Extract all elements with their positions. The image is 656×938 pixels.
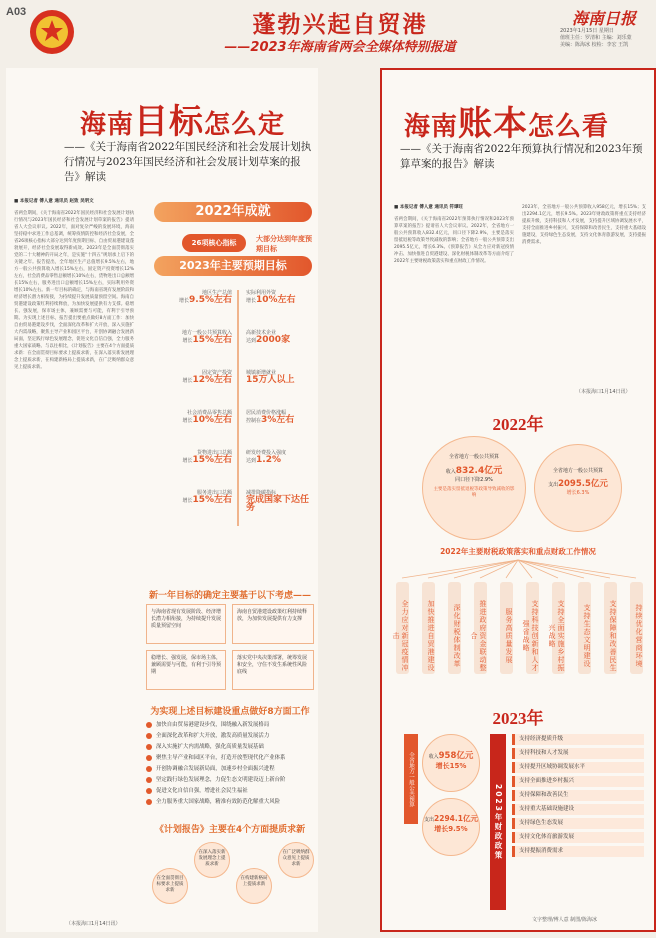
kpi-left-list (142, 290, 232, 530)
kpi-right-list (246, 290, 316, 530)
consider-item: 海南自贸港建设政策红利持续释放，为加快发展提供有力支撑 (232, 604, 314, 644)
plan-title: 《计划报告》主要在4个方面提质求新 (154, 825, 306, 835)
achieve-text: 大部分达到年度预期目标 (256, 235, 312, 253)
y2022-spend-circle: 全省地方一般公共预算 支出2095.5亿元 增长6.3% (534, 444, 622, 532)
plan-item: 在广泛吸纳群众意见上提质求新 (278, 842, 314, 878)
page-number: A03 (6, 6, 27, 18)
newspaper-logo: 海南日报 (572, 9, 637, 28)
focus-item: 促进文化自信自强，增进社会民生福祉 (146, 786, 314, 797)
y2023-spend-circle: 支出2294.1亿元 增长9.5% (422, 798, 480, 856)
left-source: （本报海口1月14日讯） (66, 921, 121, 927)
consider-item: 与海南省现有发展阶段、经济增长潜力相衔接，为持续提升发展质量预留空间 (146, 604, 226, 644)
focus-item: 坚定践行绿色发展理念，力促生态文明建设迈上新台阶 (146, 775, 314, 786)
focus-item: 全力服务重大国家战略，精准有效防范化解重大风险 (146, 797, 314, 808)
kpi-item: 研发经费投入强度 达到1.2% (246, 450, 287, 465)
policy-item: 全力应对新冠疫情冲击 (396, 582, 409, 674)
focus-item: 加快自由贸易港建设步伐，围绕融入新发展格局 (146, 720, 314, 731)
policy-item: 支持全面实施乡村振兴战略 (552, 582, 565, 674)
y2023-title: 2023年 (492, 709, 544, 728)
kpi-item: 居民消费价格涨幅 控制在3%左右 (246, 410, 295, 425)
plan-item: 在全面贯彻目标要求上提质求新 (152, 868, 188, 904)
kpi-item: 高新技术企业 达到2000家 (246, 330, 291, 345)
consider-item: 稳增长、强发展，保市场主体，兼顾需要与可能，有利于引导预期 (146, 650, 226, 690)
policy-title: 2022年主要财税政策落实和重点财政工作情况 (440, 547, 596, 556)
policy-item: 推进政府资金联动整合 (474, 582, 487, 674)
kpi-item: 货物进出口总额 增长15%左右 (182, 450, 232, 465)
y2022-income-circle: 全省地方一般公共预算 收入832.4亿元 同口径下降2.9% 主要是落实留抵退税等政策导致减收的影响 (422, 436, 526, 540)
meta-line: 2023年1月15日 星期日 (560, 28, 614, 34)
achieve-badge: 26项核心指标 (182, 234, 246, 252)
target-title: 2023年主要预期目标 (154, 256, 312, 276)
policy-item: 支持科技创新和人才强省战略 (526, 582, 539, 674)
kpi-item: 减排降碳指标 完成国家下达任务 (246, 490, 310, 513)
y2023-policy-item: 支持文化体育旅游发展 (512, 832, 644, 843)
meta-line: 值班主任：罗清和 主编：刘乐蒙 (560, 35, 632, 41)
y2023-policy-list (512, 734, 644, 860)
y2023-policy-item: 支持全面推进乡村振兴 (512, 776, 644, 787)
policy-item: 持续优化营商环境 (630, 582, 643, 674)
kpi-item: 服务进出口总额 增长15%左右 (182, 490, 232, 505)
left-article (6, 68, 318, 932)
policy-item: 深化财税体制改革 (448, 582, 461, 674)
kpi-item: 城镇新增就业 15万人以上 (246, 370, 295, 385)
y2023-policy-item: 支持提升区域协调发展水平 (512, 762, 644, 773)
banner-title: 蓬勃兴起自贸港 (252, 11, 428, 38)
focus-item: 聚焦主导产业和园区平台，打造开放型现代化产业体系 (146, 753, 314, 764)
edition-meta (560, 28, 654, 49)
left-headline: 海南目标怎么定 (80, 102, 286, 142)
kpi-item: 固定资产投资 增长12%左右 (182, 370, 232, 385)
right-body-text-2: 2023年，全省地方一般公共预算收入958亿元，增长15%；支出2294.1亿元，增长9.5%。2023年财政政策将重点支持经济提质升级，支持科技和人才发展，支持提升区域协调发展水平，支持全面推进乡村振兴，支持保障和改善民生，支持重大基础设施建设，支持绿色生态发展，支持文化体育旅游发展，支持提振消费需求。 (522, 205, 646, 245)
credits: 文字整理/傅人意 制图/陈海冰 (532, 917, 597, 923)
y2023-side-label: 全省地方一般公共预算 (404, 734, 418, 824)
y2022-title: 2022年 (492, 415, 544, 434)
focus-item: 全面深化改革和扩大开放，激发高质量发展活力 (146, 731, 314, 742)
kpi-item: 地区生产总值 增长9.5%左右 (179, 290, 232, 305)
policy-item: 支持保障和改善民生 (604, 582, 617, 674)
kpi-divider (237, 290, 239, 526)
focus-item: 深入实施扩大内需战略，强化高质量发展基础 (146, 742, 314, 753)
national-emblem-icon (28, 8, 76, 56)
y2023-policy-item: 支持绿色生态发展 (512, 818, 644, 829)
plan-item: 在构建新格局上提质求新 (236, 868, 272, 904)
y2023-policy-label: 2023年财政政策 (490, 734, 506, 910)
page-header (0, 0, 656, 62)
y2023-income-circle: 收入958亿元 增长15% (422, 734, 480, 792)
right-deck: ——《关于海南省2022年预算执行情况和2023年预算草案的报告》解读 (400, 143, 643, 170)
right-source: （本报海口1月14日讯） (576, 389, 631, 395)
policy-item: 加快推进自贸港建设 (422, 582, 435, 674)
left-body-text: 省两会期间，《关于海南省2022年国民经济和社会发展计划执行情况与2023年国民经济和社会发展计划草案的报告》提请省人大会议审议。2022年，面对复杂严峻的发展环境，海南坚持稳中求进工作总基调，统筹疫情防控和经济社会发展，全省26项核心指标大部分达到年度预期目标，自由贸易港建设蓬勃展开，经济社会发展取得新成效。2023年是全面贯彻落实党的二十大精神的开局之年，是实施“十四五”规划承上启下的关键之年。报告提出，全年地区生产总值增长9.5%左右，地方一般公共预算收入增长15%左右，固定资产投资增长12%左右，社会消费品零售总额增长10%左右，货物进出口总额增长15%左右，服务进出口总额增长15%左右，实际利用外资增长10%左右。新一年目标的确定，与海南省现有发展阶段和经济增长潜力相衔接，为持续提升发展质量预留空间。海南自贸港建设政策红利持续释放，为加快发展提供有力支撑。稳增长、强发展，保市场主体，兼顾需要与可能，有利于引导预期。为实现上述目标，报告提出要重点做好8方面工作：加快自由贸易港建设步伐，全面深化改革和扩大开放，深入实施扩大内需战略，聚焦主导产业和园区平台，开创协调融合发展新局面，坚定践行绿色发展理念，促进文化自信自强，全力服务重大国家战略。与以往相比，《计划报告》主要在4个方面提质求新：在全面贯彻目标要求上提质求新，在深入落实新发展理念上提质求新，在构建新格局上提质求新，在广泛吸纳群众意见上提质求新。 (14, 211, 134, 370)
meta-line: 美编：陈海冰 校检：李宏 王凯 (560, 42, 629, 48)
right-body-text-1: 省两会期间，《关于海南省2022年预算执行情况和2023年预算草案的报告》提请省人大会议审议。2022年，全省地方一般公共预算收入832.4亿元，同口径下降2.9%，主要是落实留抵退税等政策导致减收的影响；全省地方一般公共预算支出2095.5亿元，增长6.3%。《预算报告》从全力应对新冠疫情冲击、加快推进自贸港建设、深化财税体制改革等方面介绍了2022年主要财税政策落实和重点财政工作情况。 (394, 217, 514, 264)
achieve-title: 2022年成就 (154, 202, 312, 222)
focus-item: 开创协调融合发展新局面，加速乡村全面振兴进程 (146, 764, 314, 775)
policy-item: 服务高质量发展 (500, 582, 513, 674)
focus-title: 为实现上述目标建设重点做好8方面工作 (150, 707, 310, 717)
kpi-item: 实际利用外资 增长10%左右 (246, 290, 296, 305)
consider-item: 落实党中央决策部署，统筹发展和安全，守住不发生系统性风险底线 (232, 650, 314, 690)
right-byline: ■ 本报记者 傅人意 通讯员 符谭旺 (394, 205, 464, 210)
policy-fan-lines (396, 558, 640, 580)
y2023-policy-item: 支持科技和人才发展 (512, 748, 644, 759)
y2023-policy-item: 支持经济提质升级 (512, 734, 644, 745)
policy-columns (392, 582, 646, 692)
right-article (380, 68, 656, 932)
policy-item: 支持生态文明建设 (578, 582, 591, 674)
left-deck: ——《关于海南省2022年国民经济和社会发展计划执行情况与2023年国民经济和社会发展计划草案的报告》解读 (64, 141, 312, 183)
focus-list (146, 720, 314, 808)
banner-subtitle: ——2023年海南省两会全媒体特别报道 (224, 40, 456, 55)
kpi-item: 社会消费品零售总额 增长10%左右 (182, 410, 232, 425)
plan-item: 在深入落实新发展理念上提质求新 (194, 842, 230, 878)
kpi-item: 地方一般公共预算收入 增长15%左右 (181, 330, 232, 345)
right-headline: 海南账本怎么看 (404, 104, 610, 144)
left-byline: ■ 本报记者 傅人意 通讯员 赵致 吴明文 (14, 199, 94, 204)
consider-title: 新一年目标的确定主要基于以下考虑—— (148, 591, 311, 601)
y2023-policy-item: 支持保障和改善民生 (512, 790, 644, 801)
y2023-policy-item: 支持提振消费需求 (512, 846, 644, 857)
y2023-policy-item: 支持重大基础设施建设 (512, 804, 644, 815)
